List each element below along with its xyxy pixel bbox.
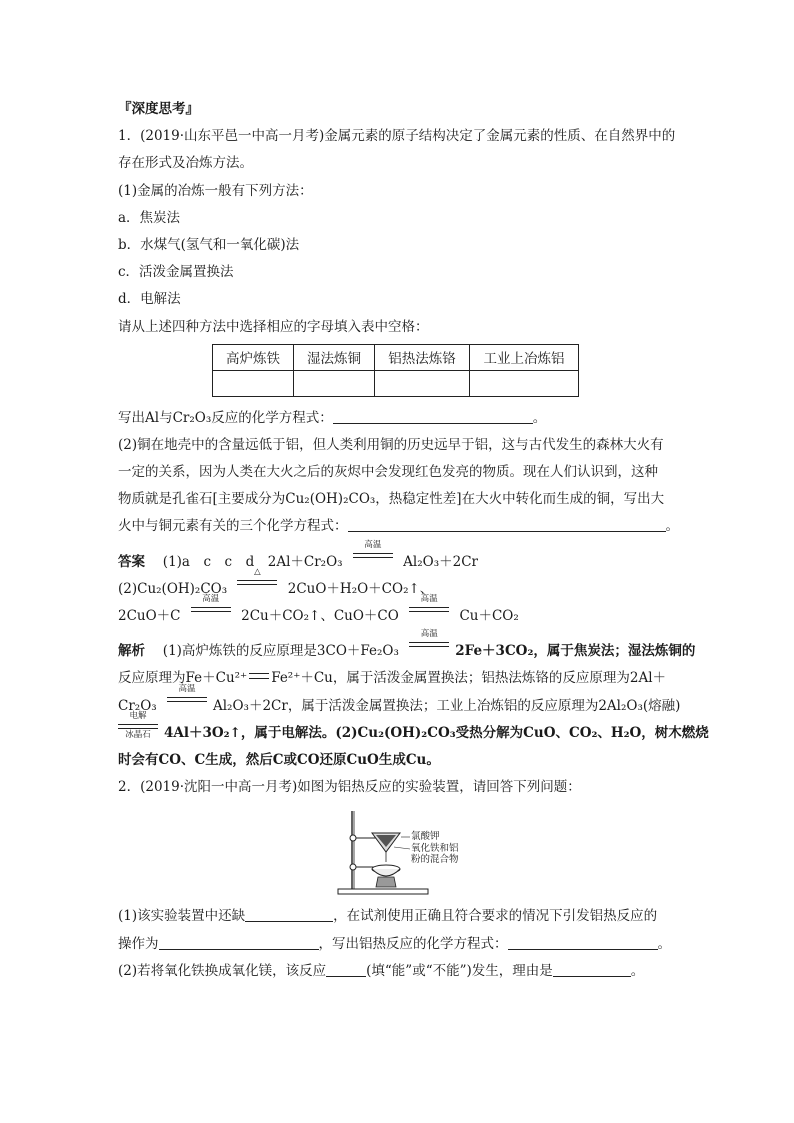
q1-sub2-line4-text: 火中与铜元素有关的三个化学方程式：: [118, 518, 348, 535]
q1-intro-line2: 存在形式及冶炼方法。: [118, 155, 253, 172]
answer-eq3-products: 2Cu＋CO₂↑、CuO＋CO: [241, 608, 399, 624]
condition-label: 高温: [178, 683, 196, 694]
table-cell-blank[interactable]: [470, 370, 579, 396]
answer-eq3-reactants: 2CuO＋C: [118, 608, 181, 624]
table-header-thermite-chromium: 铝热法炼铬: [375, 344, 470, 370]
q1-sub2-line3: 物质就是孔雀石[主要成分为Cu₂(OH)₂CO₃，热稳定性差]在大火中转化而生成的铜，写出大: [118, 491, 665, 508]
analysis-text: Fe²⁺＋Cu，属于活泼金属置换法；铝热法炼铬的反应原理为2Al＋: [271, 670, 667, 687]
method-b: b．水煤气(氢气和一氧化碳)法: [118, 236, 300, 253]
analysis-label: 解析: [118, 643, 145, 660]
analysis-text: Cr₂O₃: [118, 697, 157, 714]
apparatus-drawing: [328, 807, 488, 897]
q1-sub1-intro: (1)金属的冶炼一般有下列方法：: [118, 182, 313, 199]
reaction-condition-arrow: [167, 683, 207, 710]
section-title: 『深度思考』: [118, 101, 199, 117]
reaction-condition-arrow: [191, 594, 231, 620]
answer-table: [212, 344, 579, 397]
answer-blank[interactable]: [508, 935, 658, 950]
reaction-condition-arrow: [409, 594, 449, 620]
answer-blank[interactable]: [348, 517, 666, 532]
answer-blank[interactable]: [333, 409, 533, 424]
condition-label: 高温: [364, 539, 382, 550]
q1-instruction: 请从上述四种方法中选择相应的字母填入表中空格：: [118, 318, 429, 335]
q2-text: (填“能”或“不能”)发生，理由是: [366, 962, 553, 979]
answer-eq1-reactants: (1)a c c d 2Al＋Cr₂O₃: [162, 553, 343, 570]
answer-line1: [118, 539, 678, 576]
table-cell-blank[interactable]: [375, 370, 470, 396]
q2-sub1-line2: [118, 931, 678, 958]
method-a: a．焦炭法: [118, 209, 181, 226]
analysis-text: 反应原理为Fe＋Cu²⁺: [118, 670, 248, 687]
q2-intro: 2．(2019·沈阳一中高一月考)如图为铝热反应的实验装置，请回答下列问题：: [118, 779, 581, 796]
table-header-wet-copper: 湿法炼铜: [294, 344, 375, 370]
equals-sign: [249, 673, 269, 679]
q1-intro-line1: 1．(2019·山东平邑一中高一月考)金属元素的原子结构决定了金属元素的性质、在自然界中的: [118, 128, 676, 145]
method-d: d．电解法: [118, 291, 181, 308]
condition-label: 高温: [420, 629, 438, 640]
q2-text: (1)该实验装置中还缺: [118, 908, 246, 925]
answer-label: 答案: [118, 553, 145, 570]
q1-sub2-line1: (2)铜在地壳中的含量远低于铝，但人类利用铜的历史远早于铝，这与古代发生的森林大火有: [118, 436, 664, 453]
answer-eq1-products: Al₂O₃＋2Cr: [403, 553, 478, 570]
analysis-text: Al₂O₃＋2Cr，属于活泼金属置换法；工业上冶炼铝的反应原理为2Al₂O₃(熔融): [212, 697, 681, 714]
analysis-line1: [118, 629, 696, 665]
q2-text: ，写出铝热反应的化学方程式：: [318, 935, 508, 952]
table-header-blast-furnace: 高炉炼铁: [213, 344, 294, 370]
q1-write-al-text: 写出Al与Cr₂O₃反应的化学方程式：: [118, 409, 333, 426]
figure-label-potassium-chlorate: 氯酸钾: [411, 831, 440, 843]
q2-sub2-line: [118, 958, 678, 985]
condition-label: 电解: [129, 710, 147, 721]
answer-blank[interactable]: [326, 962, 366, 977]
answer-blank[interactable]: [553, 962, 631, 977]
q2-text: (2)若将氧化铁换成氧化镁，该反应: [118, 962, 327, 979]
analysis-text: 2Fe＋3CO₂，属于焦炭法；湿法炼铜的: [455, 643, 696, 660]
answer-blank[interactable]: [159, 935, 319, 950]
answer-line3: [118, 594, 678, 630]
table-cell-blank[interactable]: [213, 370, 294, 396]
period: 。: [657, 935, 671, 952]
analysis-line4: [118, 710, 709, 747]
reaction-condition-arrow: [118, 710, 158, 740]
q2-text: ，在试剂使用正确且符合要求的情况下引发铝热反应的: [333, 908, 658, 925]
table-cell-blank[interactable]: [294, 370, 375, 396]
condition-label: △: [254, 566, 261, 577]
answer-eq2-reactants: (2)Cu₂(OH)₂CO₃: [118, 580, 228, 597]
figure-label-mixture-2: 粉的混合物: [411, 854, 459, 866]
answer-eq4-products: Cu＋CO₂: [459, 608, 519, 624]
document-page: [118, 96, 709, 985]
reaction-condition-arrow: [353, 539, 393, 566]
condition-label: 高温: [420, 594, 438, 604]
analysis-line3: [118, 683, 681, 720]
condition-label: 冰晶石: [125, 729, 151, 740]
q2-text: 操作为: [118, 935, 159, 952]
figure-label-mixture-1: 氧化铁和铝: [411, 843, 459, 855]
method-c: c．活泼金属置换法: [118, 264, 234, 281]
reaction-condition-arrow: [237, 566, 277, 593]
analysis-line5: 时会有CO、C生成，然后C或CO还原CuO生成Cu。: [118, 751, 440, 768]
analysis-text: (1)高炉炼铁的反应原理是3CO＋Fe₂O₃: [162, 643, 399, 660]
table-header-industrial-aluminum: 工业上冶炼铝: [470, 344, 579, 370]
period: 。: [630, 962, 645, 979]
table-answer-row: [213, 370, 579, 396]
q1-sub2-line2: 一定的关系，因为人类在大火之后的灰烬中会发现红色发亮的物质。现在人们认识到，这种: [118, 464, 658, 481]
q1-sub2-line4: [118, 513, 678, 540]
analysis-text: 4Al＋3O₂↑，属于电解法。(2)Cu₂(OH)₂CO₃受热分解为CuO、CO₂、H₂O，树木燃烧: [164, 724, 709, 741]
q1-write-al-line: [118, 405, 678, 432]
table-header-row: [213, 344, 579, 370]
period: 。: [665, 518, 679, 535]
condition-label: 高温: [202, 594, 220, 604]
thermite-apparatus-figure: [328, 807, 488, 897]
q2-sub1-line1: [118, 903, 678, 930]
answer-blank[interactable]: [245, 907, 333, 922]
answer-eq2-products: 2CuO＋H₂O＋CO₂↑、: [287, 580, 434, 597]
reaction-condition-arrow: [409, 629, 449, 655]
period: 。: [532, 409, 547, 426]
